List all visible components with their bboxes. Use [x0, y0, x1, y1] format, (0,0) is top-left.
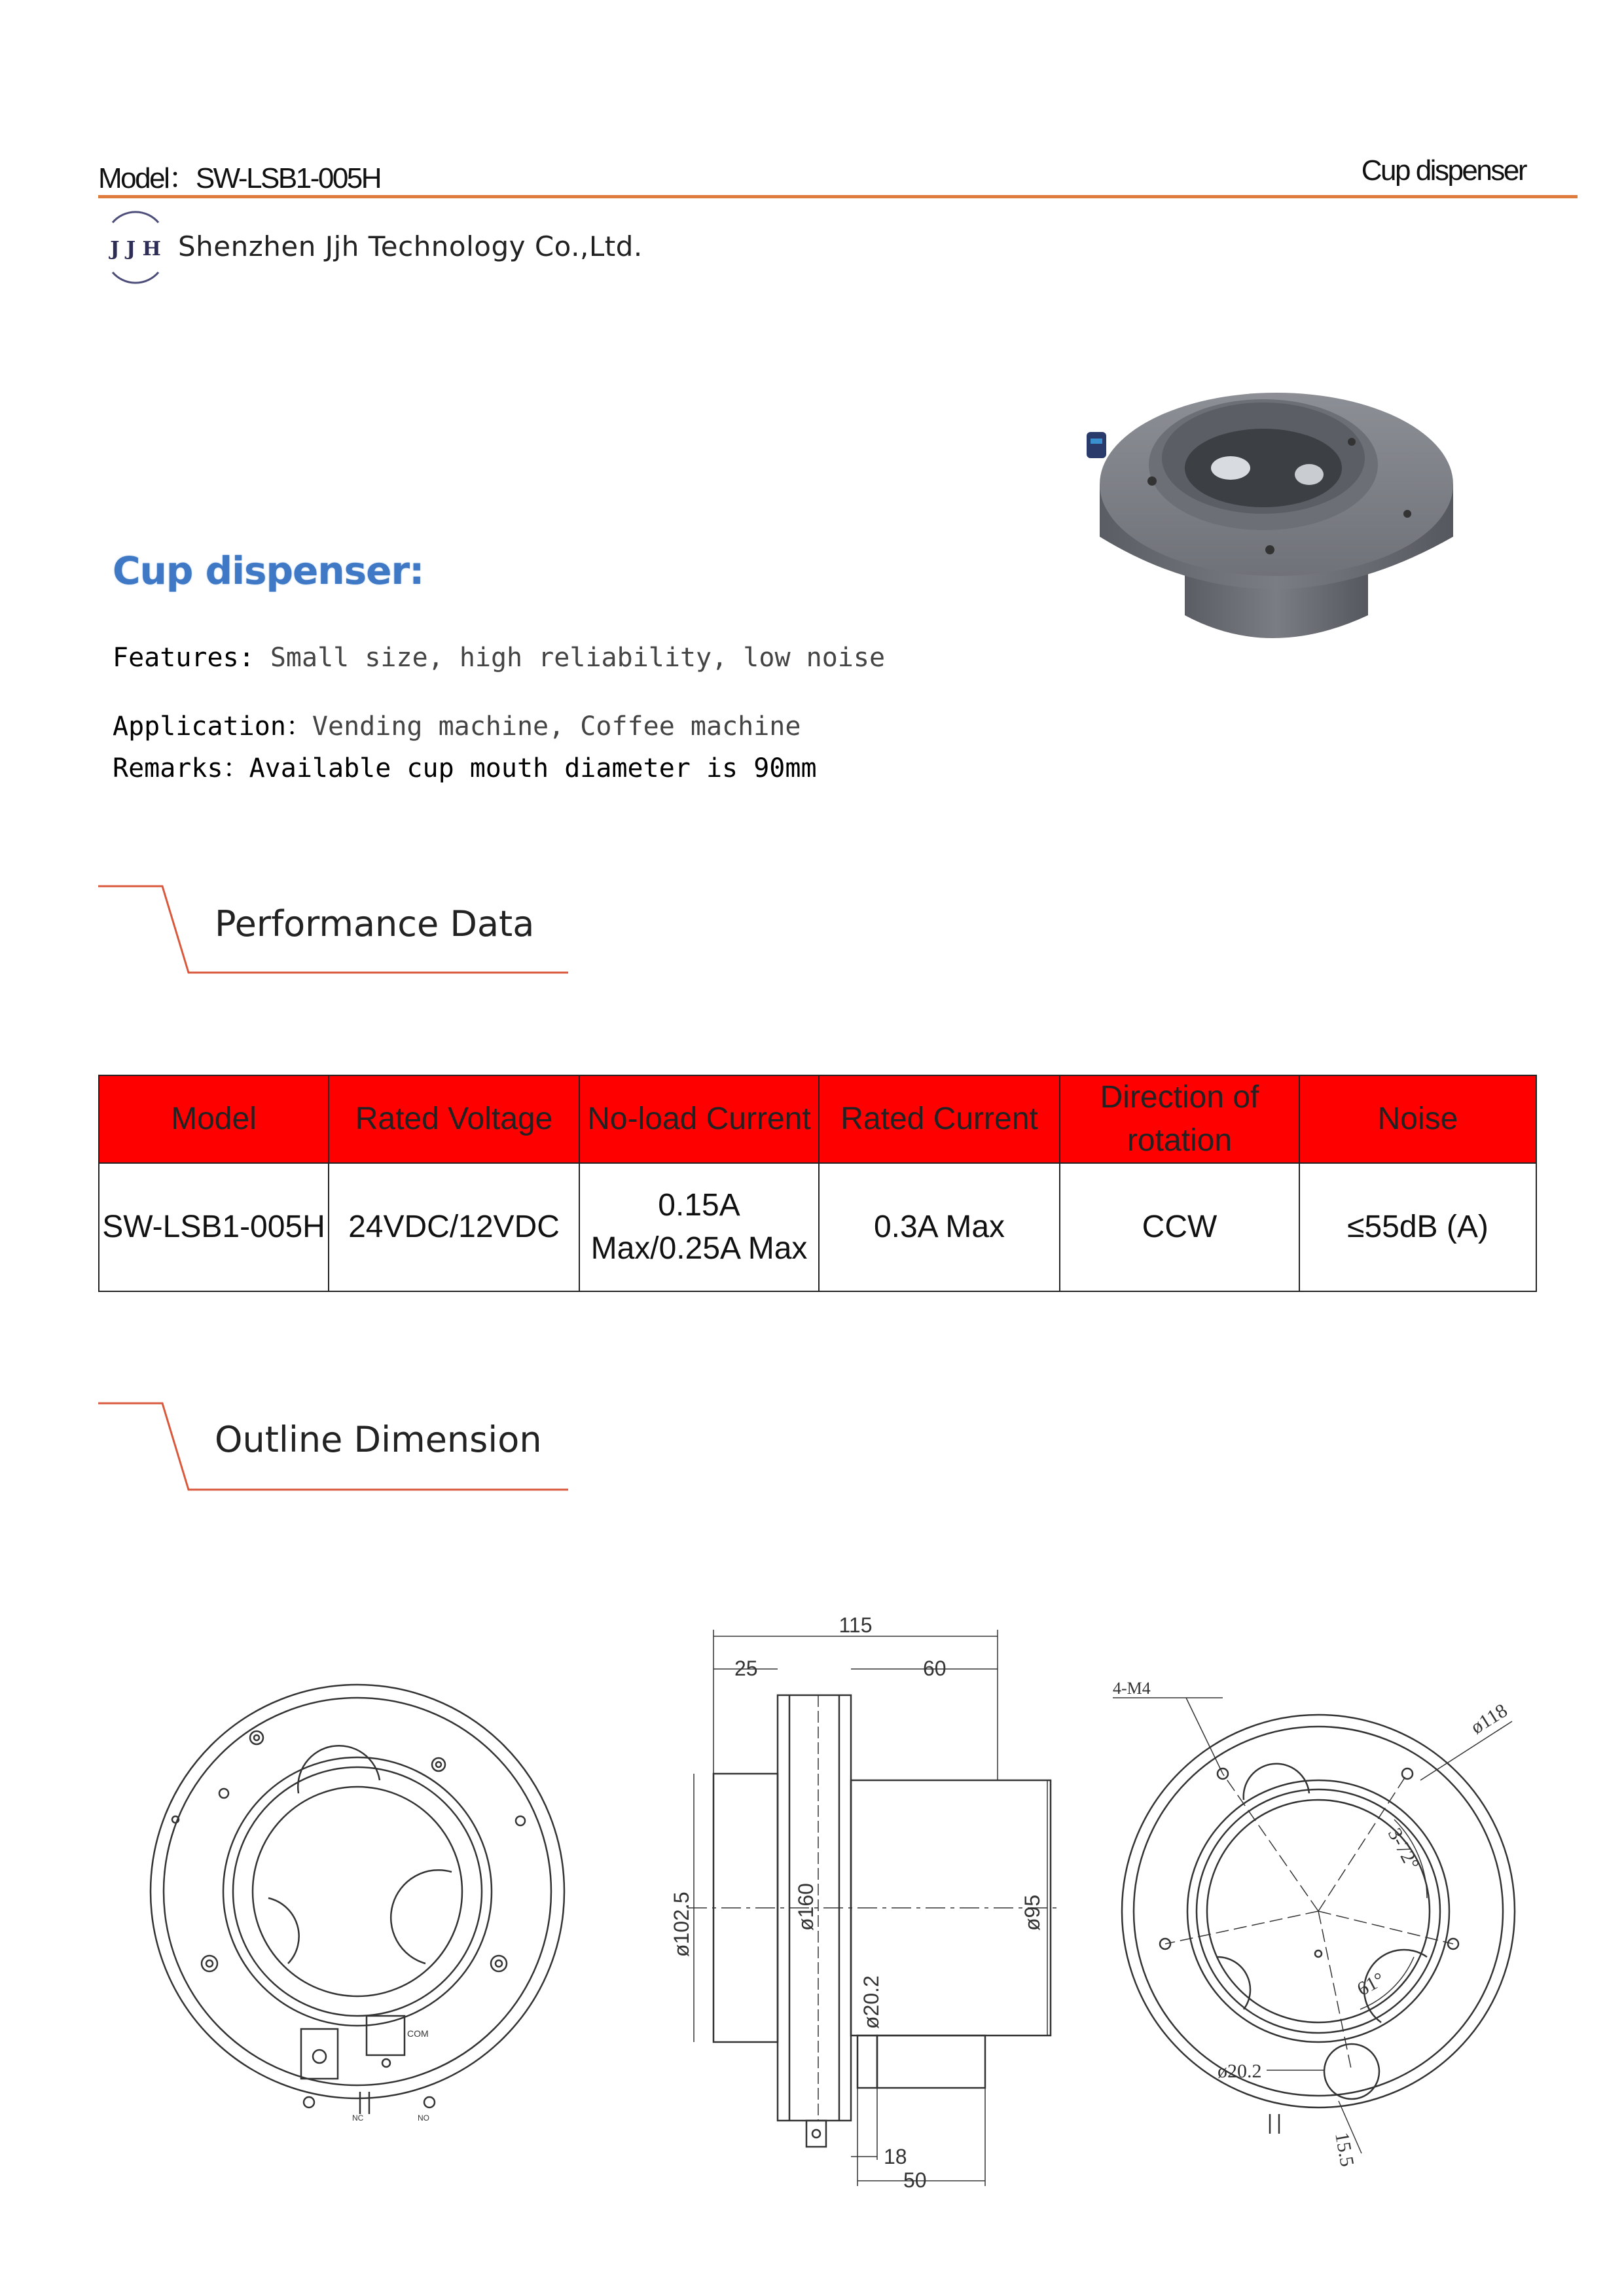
th-rated-current: Rated Current	[819, 1075, 1060, 1163]
th-noload-current: No-load Current	[579, 1075, 819, 1163]
dim-25: 25	[734, 1657, 758, 1680]
header-rule	[98, 195, 1578, 198]
th-model: Model	[99, 1075, 329, 1163]
features-line	[113, 643, 885, 673]
section-performance-label: Performance Data	[215, 903, 535, 944]
performance-table	[98, 1075, 1537, 1292]
product-title: Cup dispenser:	[113, 548, 424, 593]
dim-202: ø20.2	[1218, 2060, 1262, 2082]
dim-102: ø102.5	[670, 1892, 693, 1957]
label-no: NO	[418, 2113, 429, 2121]
dim-160: ø160	[794, 1883, 818, 1931]
table-row	[99, 1163, 1536, 1291]
dim-372: 3-72°	[1383, 1824, 1424, 1874]
td-direction: CCW	[1060, 1163, 1299, 1291]
th-direction: Direction of rotation	[1060, 1075, 1299, 1163]
remarks-label: Remarks：	[113, 753, 249, 783]
th-rated-voltage: Rated Voltage	[329, 1075, 579, 1163]
dim-60: 60	[923, 1657, 947, 1680]
product-photo	[1074, 353, 1479, 681]
label-com: COM	[407, 2028, 429, 2039]
td-model: SW-LSB1-005H	[99, 1163, 329, 1291]
dim-20: ø20.2	[859, 1975, 883, 2029]
header-category: Cup dispenser	[1361, 154, 1526, 187]
section-outline	[97, 1394, 568, 1492]
remarks-line	[113, 747, 817, 785]
table-header-row	[99, 1075, 1536, 1163]
company-logo	[99, 208, 171, 287]
dim-95: ø95	[1020, 1894, 1044, 1931]
features-value: Small size, high reliability, low noise	[270, 643, 886, 673]
dim-115: 115	[839, 1617, 873, 1637]
dim-18: 18	[884, 2145, 907, 2168]
dim-4m4: 4-M4	[1113, 1682, 1151, 1698]
dim-50: 50	[903, 2168, 927, 2192]
application-label: Application：	[113, 711, 312, 742]
dim-61: 61°	[1353, 1968, 1388, 2001]
logo-letters: J J H	[110, 238, 161, 260]
company-name: Shenzhen Jjh Technology Co.,Ltd.	[178, 230, 643, 262]
td-rated-voltage: 24VDC/12VDC	[329, 1163, 579, 1291]
td-noload-current: 0.15A Max/0.25A Max	[579, 1163, 819, 1291]
td-rated-current: 0.3A Max	[819, 1163, 1060, 1291]
section-outline-label: Outline Dimension	[215, 1419, 542, 1460]
features-label: Features:	[113, 643, 270, 673]
drawing-back-view	[144, 1597, 576, 2121]
dim-118: ø118	[1467, 1699, 1511, 1738]
dim-155: 15.5	[1331, 2130, 1358, 2168]
drawing-front-view	[1113, 1682, 1584, 2193]
label-nc: NC	[352, 2113, 364, 2121]
application-value: Vending machine, Coffee machine	[312, 711, 801, 742]
drawing-side-view	[661, 1617, 1067, 2193]
th-noise: Noise	[1299, 1075, 1536, 1163]
td-noise: ≤55dB (A)	[1299, 1163, 1536, 1291]
section-performance	[97, 877, 568, 975]
remarks-value: Available cup mouth diameter is 90mm	[249, 753, 817, 783]
header-model: Model：SW-LSB1-005H	[98, 162, 381, 194]
application-line	[113, 706, 801, 743]
